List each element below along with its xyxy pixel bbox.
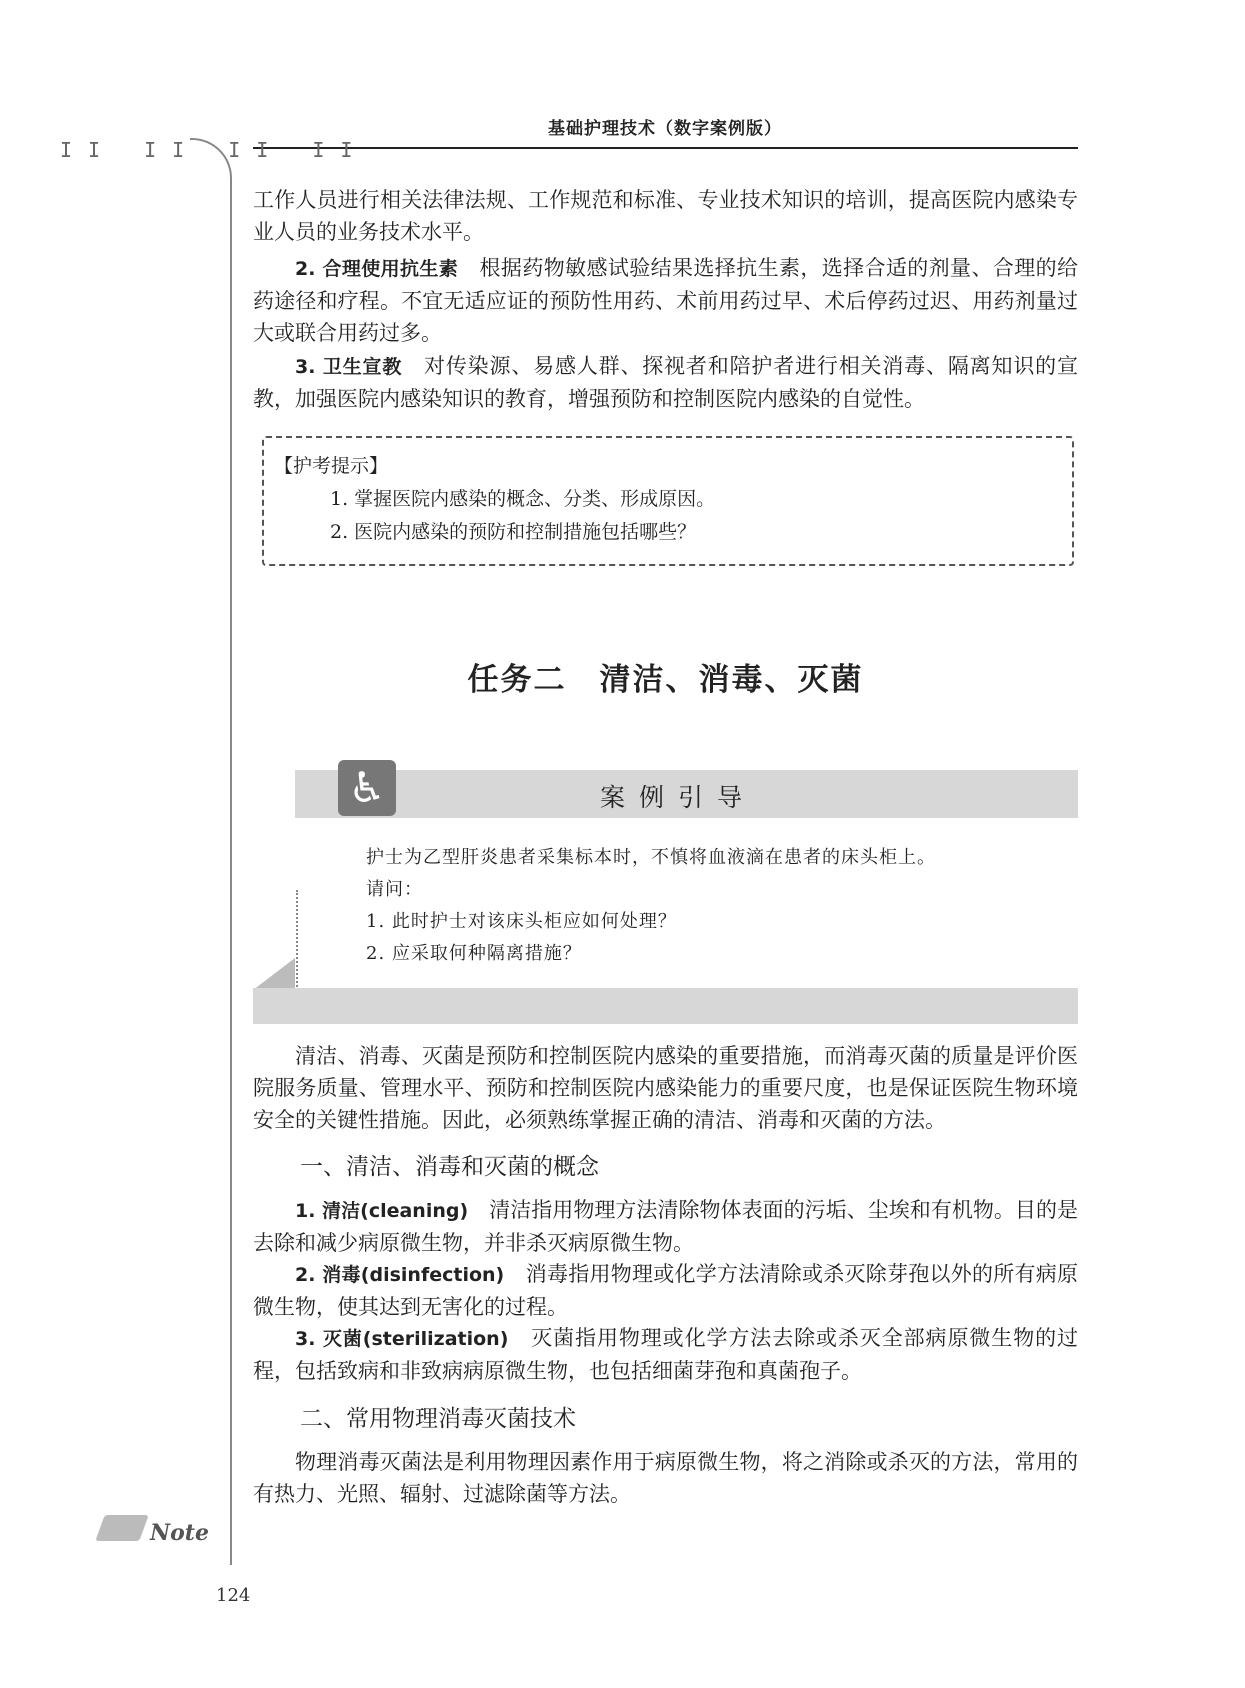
case-line: 2. 应采取何种隔离措施？ [366,943,582,964]
header-rule [253,147,1078,149]
definition-label: 2. 消毒(disinfection) [295,1264,505,1286]
measure-2 [253,252,1078,349]
case-line: 请问： [366,879,423,900]
definition-cleaning [253,1194,1078,1259]
section-2-paragraph: 物理消毒灭菌法是利用物理因素作用于病原微生物，将之消除或杀灭的方法，常用的有热力、光照、辐射、过滤除菌等方法。 [253,1450,1078,1506]
overview-paragraph: 清洁、消毒、灭菌是预防和控制医院内感染的重要措施，而消毒灭菌的质量是评价医院服务质量、管理水平、预防和控制医院内感染能力的重要尺度，也是保证医院生物环境安全的关键性措施。因此，必须熟练掌握正确的清洁、消毒和灭菌的方法。 [253,1044,1078,1132]
case-line: 护士为乙型肝炎患者采集标本时，不慎将血液滴在患者的床头柜上。 [366,847,936,868]
book-icon [95,1515,148,1541]
case-line: 1. 此时护士对该床头柜应如何处理？ [366,911,677,932]
exam-tip-item: 2. 医院内感染的预防和控制措施包括哪些？ [330,521,697,543]
case-intro-title: 案例引导 [600,783,757,812]
margin-marks: II II II II [60,138,369,162]
measure-2-label: 2. 合理使用抗生素 [295,258,459,280]
definition-label: 3. 灭菌(sterilization) [295,1328,509,1350]
section-1-heading: 一、清洁、消毒和灭菌的概念 [300,1154,599,1180]
definition-disinfection [253,1258,1078,1323]
case-bottom-band [253,988,1078,1024]
definition-text: 清洁指用物理方法清除物体表面的污垢、尘埃和有机物。目的是去除和减少病原微生物，并非杀灭病原微生物。 [253,1198,1078,1255]
measure-3-text: 对传染源、易感人群、探视者和陪护者进行相关消毒、隔离知识的宣教，加强医院内感染知识的教育，增强预防和控制医院内感染的自觉性。 [253,354,1078,411]
definition-text: 灭菌指用物理或化学方法去除或杀灭全部病原微生物的过程，包括致病和非致病病原微生物，也包括细菌芽孢和真菌孢子。 [253,1326,1079,1383]
exam-tip-box [262,436,1074,566]
definition-text: 消毒指用物理或化学方法清除或杀灭除芽孢以外的所有病原微生物，使其达到无害化的过程。 [253,1262,1079,1319]
case-corner-decoration [253,958,295,990]
measure-3 [253,350,1078,415]
intro-paragraph: 工作人员进行相关法律法规、工作规范和标准、专业技术知识的培训，提高医院内感染专业人员的业务技术水平。 [253,188,1078,244]
measure-3-label: 3. 卫生宣教 [295,356,403,378]
exam-tip-item: 1. 掌握医院内感染的概念、分类、形成原因。 [330,488,716,510]
margin-line [230,180,232,1565]
accessibility-icon: ♿ [338,760,396,816]
exam-tip-title: 【护考提示】 [274,455,389,477]
definition-sterilization [253,1322,1078,1387]
definition-label: 1. 清洁(cleaning) [295,1200,469,1222]
running-header-title: 基础护理技术（数字案例版） [548,119,782,139]
case-dotted-rule [296,890,298,990]
page-number: 124 [216,1585,251,1606]
section-2-heading: 二、常用物理消毒灭菌技术 [300,1406,576,1432]
note-label: Note [150,1520,209,1546]
measure-2-text: 根据药物敏感试验结果选择抗生素，选择合适的剂量、合理的给药途径和疗程。不宜无适应证的预防性用药、术前用药过早、术后停药过迟、用药剂量过大或联合用药过多。 [253,256,1078,345]
task-title: 任务二 清洁、消毒、灭菌 [467,662,864,698]
case-intro-text [366,842,1066,970]
